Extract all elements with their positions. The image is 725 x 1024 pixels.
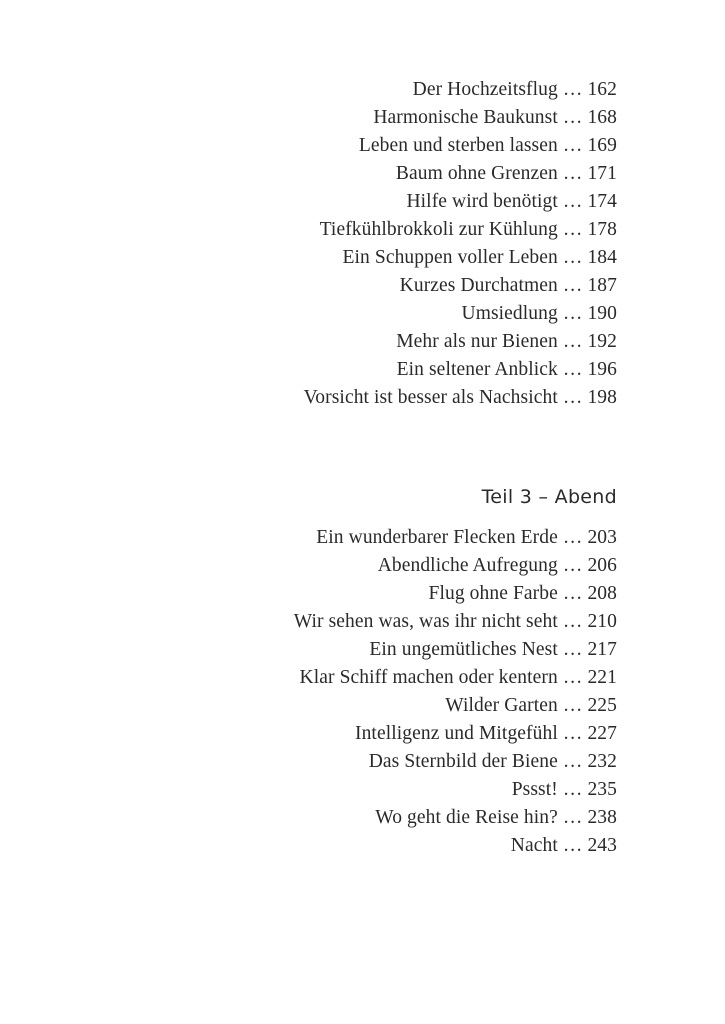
toc-entry-page: 184 <box>587 247 617 268</box>
toc-list-part2 <box>157 76 617 412</box>
toc-entry-separator: … <box>562 387 583 408</box>
toc-entry-page: 174 <box>587 191 617 212</box>
toc-entry-separator: … <box>562 191 583 212</box>
toc-entry <box>157 832 617 860</box>
toc-entry-title: Ein wunderbarer Flecken Erde <box>316 527 558 548</box>
toc-entry <box>157 552 617 580</box>
toc-entry-separator: … <box>562 107 583 128</box>
toc-entry <box>157 160 617 188</box>
toc-entry <box>157 748 617 776</box>
toc-entry-separator: … <box>562 667 583 688</box>
toc-entry-title: Ein ungemütliches Nest <box>369 639 558 660</box>
toc-entry-separator: … <box>562 135 583 156</box>
toc-entry-page: 171 <box>587 163 617 184</box>
toc-entry-title: Ein seltener Anblick <box>396 359 558 380</box>
toc-entry-title: Harmonische Baukunst <box>373 107 558 128</box>
toc-entry <box>157 300 617 328</box>
toc-entry-page: 227 <box>587 723 617 744</box>
toc-entry-page: 208 <box>587 583 617 604</box>
toc-entry-page: 235 <box>587 779 617 800</box>
toc-entry-separator: … <box>562 611 583 632</box>
toc-entry-title: Klar Schiff machen oder kentern <box>299 667 558 688</box>
toc-entry-page: 243 <box>587 835 617 856</box>
toc-entry-title: Mehr als nur Bienen <box>396 331 558 352</box>
toc-entry-title: Intelligenz und Mitgefühl <box>354 723 558 744</box>
toc-entry-title: Pssst! <box>511 779 558 800</box>
toc-entry-page: 221 <box>587 667 617 688</box>
toc-entry-separator: … <box>562 555 583 576</box>
toc-entry <box>157 636 617 664</box>
toc-entry-separator: … <box>562 779 583 800</box>
toc-entry <box>157 524 617 552</box>
toc-entry-page: 190 <box>587 303 617 324</box>
toc-entry-separator: … <box>562 219 583 240</box>
toc-entry-title: Hilfe wird benötigt <box>406 191 558 212</box>
toc-entry-page: 187 <box>587 275 617 296</box>
toc-entry-title: Wir sehen was, was ihr nicht seht <box>293 611 558 632</box>
toc-entry-page: 206 <box>587 555 617 576</box>
toc-entry-page: 178 <box>587 219 617 240</box>
toc-entry-page: 232 <box>587 751 617 772</box>
toc-entry-title: Der Hochzeitsflug <box>412 79 558 100</box>
toc-entry-separator: … <box>562 359 583 380</box>
toc-entry-title: Wo geht die Reise hin? <box>375 807 558 828</box>
toc-entry-page: 169 <box>587 135 617 156</box>
toc-entry-separator: … <box>562 695 583 716</box>
toc-entry <box>157 384 617 412</box>
toc-entry <box>157 132 617 160</box>
toc-entry-title: Kurzes Durchatmen <box>399 275 558 296</box>
toc-entry-title: Tiefkühlbrokkoli zur Kühlung <box>319 219 558 240</box>
toc-entry-page: 203 <box>587 527 617 548</box>
toc-entry-title: Umsiedlung <box>461 303 558 324</box>
toc-entry-title: Ein Schuppen voller Leben <box>342 247 558 268</box>
toc-entry-separator: … <box>562 639 583 660</box>
toc-entry <box>157 216 617 244</box>
toc-entry-title: Flug ohne Farbe <box>428 583 558 604</box>
toc-entry-separator: … <box>562 583 583 604</box>
toc-entry-page: 210 <box>587 611 617 632</box>
toc-entry-separator: … <box>562 807 583 828</box>
toc-entry-page: 168 <box>587 107 617 128</box>
toc-entry-separator: … <box>562 79 583 100</box>
toc-entry-page: 225 <box>587 695 617 716</box>
toc-entry <box>157 76 617 104</box>
toc-entry-separator: … <box>562 303 583 324</box>
toc-entry-separator: … <box>562 247 583 268</box>
section-heading-part3: Teil 3 – Abend <box>481 486 617 508</box>
toc-entry <box>157 804 617 832</box>
toc-entry-title: Nacht <box>510 835 558 856</box>
toc-entry-separator: … <box>562 331 583 352</box>
toc-entry-page: 238 <box>587 807 617 828</box>
toc-entry <box>157 188 617 216</box>
toc-entry-separator: … <box>562 751 583 772</box>
toc-entry <box>157 608 617 636</box>
toc-entry <box>157 244 617 272</box>
toc-entry-title: Leben und sterben lassen <box>358 135 558 156</box>
toc-entry <box>157 720 617 748</box>
toc-entry-title: Das Sternbild der Biene <box>368 751 558 772</box>
toc-entry <box>157 664 617 692</box>
toc-entry-page: 162 <box>587 79 617 100</box>
toc-entry <box>157 272 617 300</box>
toc-entry-page: 192 <box>587 331 617 352</box>
toc-entry-separator: … <box>562 835 583 856</box>
toc-entry-title: Abendliche Aufregung <box>377 555 558 576</box>
toc-entry-title: Wilder Garten <box>445 695 558 716</box>
toc-entry <box>157 356 617 384</box>
toc-entry-title: Baum ohne Grenzen <box>395 163 558 184</box>
toc-list-part3 <box>157 524 617 860</box>
toc-entry <box>157 692 617 720</box>
toc-entry-page: 198 <box>587 387 617 408</box>
toc-entry <box>157 328 617 356</box>
toc-entry-separator: … <box>562 163 583 184</box>
toc-entry <box>157 104 617 132</box>
toc-entry-separator: … <box>562 723 583 744</box>
toc-entry-separator: … <box>562 275 583 296</box>
toc-entry-page: 196 <box>587 359 617 380</box>
toc-entry-page: 217 <box>587 639 617 660</box>
toc-entry <box>157 776 617 804</box>
toc-entry <box>157 580 617 608</box>
toc-entry-title: Vorsicht ist besser als Nachsicht <box>303 387 558 408</box>
toc-entry-separator: … <box>562 527 583 548</box>
